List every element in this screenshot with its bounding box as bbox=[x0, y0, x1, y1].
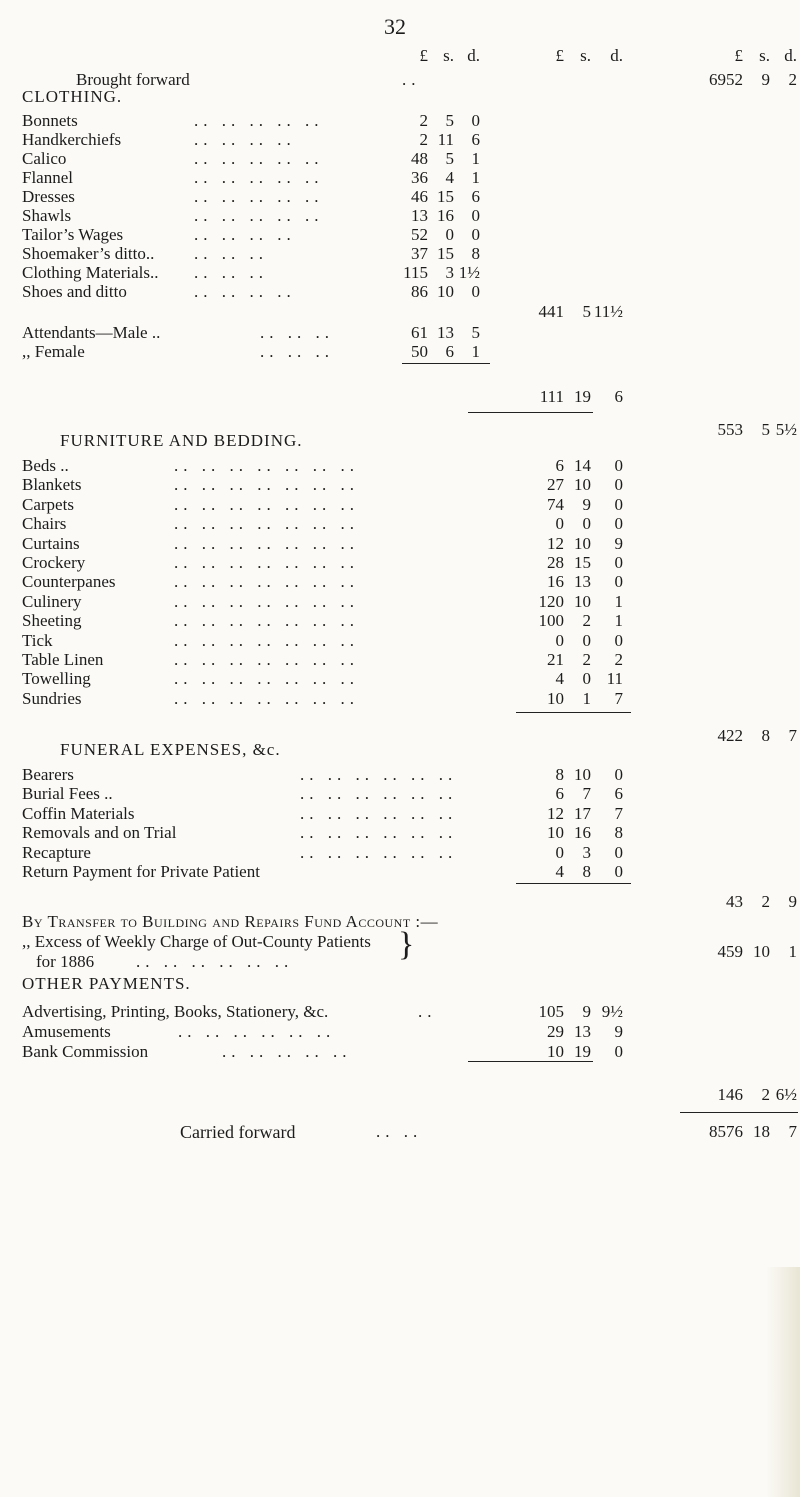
transfer-amount-shillings: 10 bbox=[753, 942, 770, 961]
attendant-amount-pounds: 50 bbox=[411, 342, 428, 361]
furniture-item-amount-pence: 7 bbox=[614, 688, 623, 708]
funeral-item-amount-pence: 6 bbox=[614, 784, 623, 804]
transfer-line-3: for 1886 bbox=[36, 952, 95, 971]
clothing-item-label: Bonnets bbox=[22, 111, 78, 130]
attendant-amount-pence: 1 bbox=[471, 342, 480, 361]
clothing-item-label: Calico bbox=[22, 149, 67, 168]
attendant-label: Attendants—Male .. bbox=[22, 323, 161, 342]
clothing-item-amount-shillings: 15 bbox=[437, 187, 454, 206]
furniture-item-dots: .. .. .. .. .. .. .. bbox=[174, 456, 359, 475]
clothing-item-dots: .. .. .. .. bbox=[194, 282, 296, 301]
clothing-item-amount-shillings: 16 bbox=[437, 206, 454, 225]
clothing-item-amount-pounds: 86 bbox=[411, 282, 428, 301]
furniture-item-amount-pence: 0 bbox=[614, 514, 623, 534]
carried-forward-label: Carried forward bbox=[180, 1122, 296, 1142]
clothing-item-dots: .. .. .. bbox=[194, 244, 268, 263]
furniture-item-amount-pounds: 120 bbox=[538, 591, 564, 611]
other-item-label: Advertising, Printing, Books, Stationery, &c. bbox=[22, 1002, 329, 1021]
furniture-item-dots: .. .. .. .. .. .. .. bbox=[174, 630, 359, 650]
furniture-item-amount-shillings: 10 bbox=[574, 591, 591, 611]
other-total-pounds: 146 bbox=[717, 1085, 743, 1104]
furniture-item-amount-pence: 0 bbox=[614, 553, 623, 572]
other-item-label: Bank Commission bbox=[22, 1042, 149, 1061]
funeral-total-pounds: 43 bbox=[726, 892, 743, 911]
funeral-item-label: Return Payment for Private Patient bbox=[22, 862, 260, 881]
other-item-dots: .. bbox=[418, 1002, 437, 1021]
furniture-item-amount-pence: 1 bbox=[614, 611, 623, 631]
furniture-item-dots: .. .. .. .. .. .. .. bbox=[174, 514, 359, 534]
clothing-subtotal-pounds: 441 bbox=[538, 302, 564, 321]
furniture-item-amount-pence: 0 bbox=[614, 630, 623, 650]
funeral-item-amount-shillings: 16 bbox=[574, 823, 591, 843]
clothing-item-amount-pence: 0 bbox=[471, 111, 480, 130]
other-item-dots: .. .. .. .. .. .. bbox=[178, 1022, 336, 1041]
furniture-item-amount-shillings: 13 bbox=[574, 572, 591, 592]
funeral-item-amount-pence: 0 bbox=[614, 765, 623, 784]
clothing-item-dots: .. .. .. .. bbox=[194, 225, 296, 244]
furniture-rule bbox=[516, 712, 631, 713]
furniture-item-amount-pence: 2 bbox=[614, 650, 623, 669]
clothing-item-amount-shillings: 5 bbox=[445, 149, 454, 168]
funeral-item-amount-shillings: 17 bbox=[574, 803, 591, 823]
clothing-item-amount-shillings: 15 bbox=[437, 244, 454, 263]
other-heading: OTHER PAYMENTS. bbox=[22, 974, 191, 993]
attendant-amount-shillings: 13 bbox=[437, 323, 454, 342]
carried-forward-total-pounds: 8576 bbox=[709, 1122, 743, 1141]
furniture-item-label: Sheeting bbox=[22, 611, 82, 631]
furniture-item-amount-pounds: 27 bbox=[547, 475, 564, 495]
attendant-amount-pence: 5 bbox=[471, 323, 480, 342]
funeral-item-dots: .. .. .. .. .. .. bbox=[300, 784, 458, 804]
funeral-item-amount-pounds: 6 bbox=[555, 784, 564, 804]
clothing-item-amount-pence: 6 bbox=[471, 187, 480, 206]
clothing-item-amount-shillings: 4 bbox=[445, 168, 454, 187]
furniture-item-amount-shillings: 14 bbox=[574, 456, 591, 475]
clothing-item-dots: .. .. .. .. .. bbox=[194, 149, 324, 168]
clothing-subtotal-shillings: 5 bbox=[582, 302, 591, 321]
column-header-c2-shillings-symbol: s. bbox=[580, 46, 591, 65]
transfer-line-1: By Transfer to Building and Repairs Fund Account :— bbox=[22, 912, 439, 931]
clothing-item-amount-shillings: 5 bbox=[445, 111, 454, 130]
clothing-item-amount-pence: 8 bbox=[471, 244, 480, 263]
carried-forward-total-shillings: 18 bbox=[753, 1122, 770, 1141]
brought-forward-total-shillings: 9 bbox=[761, 70, 770, 89]
furniture-item-amount-pounds: 12 bbox=[547, 533, 564, 553]
funeral-item-label: Removals and on Trial bbox=[22, 823, 177, 843]
funeral-item-amount-pence: 8 bbox=[614, 823, 623, 843]
clothing-item-amount-pence: 0 bbox=[471, 225, 480, 244]
furniture-item-amount-pence: 0 bbox=[614, 456, 623, 475]
furniture-item-amount-shillings: 9 bbox=[582, 494, 591, 514]
clothing-heading: CLOTHING. bbox=[22, 87, 123, 106]
furniture-item-amount-pence: 0 bbox=[614, 572, 623, 592]
furniture-item-amount-shillings: 2 bbox=[582, 611, 591, 631]
furniture-item-amount-pence: 0 bbox=[614, 494, 623, 514]
funeral-item-dots: .. .. .. .. .. .. bbox=[300, 823, 458, 843]
clothing-item-amount-pence: 1 bbox=[471, 149, 480, 168]
other-item-amount-pounds: 10 bbox=[547, 1042, 564, 1061]
furniture-item-dots: .. .. .. .. .. .. .. bbox=[174, 494, 359, 514]
clothing-item-amount-pence: 6 bbox=[471, 130, 480, 149]
transfer-line-2: ,, Excess of Weekly Charge of Out-County Patients bbox=[22, 932, 371, 951]
funeral-item-label: Bearers bbox=[22, 765, 74, 784]
clothing-item-amount-shillings: 11 bbox=[437, 130, 454, 149]
funeral-item-amount-pounds: 10 bbox=[547, 823, 564, 843]
clothing-item-amount-pounds: 115 bbox=[403, 263, 428, 282]
furniture-item-amount-shillings: 10 bbox=[574, 533, 591, 553]
furniture-item-dots: .. .. .. .. .. .. .. bbox=[174, 572, 359, 592]
other-item-amount-pence: 0 bbox=[614, 1042, 623, 1061]
attendants-subtotal-pounds: 111 bbox=[539, 387, 564, 406]
carried-forward-total-pence: 7 bbox=[788, 1122, 797, 1141]
carried-forward-dots: .. .. bbox=[376, 1122, 423, 1141]
clothing-item-label: Shoes and ditto bbox=[22, 282, 127, 301]
furniture-item-label: Sundries bbox=[22, 688, 82, 708]
furniture-item-amount-pounds: 16 bbox=[547, 572, 564, 592]
furniture-item-label: Beds .. bbox=[22, 456, 69, 475]
other-item-amount-pounds: 105 bbox=[538, 1002, 564, 1021]
furniture-item-amount-shillings: 15 bbox=[574, 553, 591, 572]
furniture-item-amount-pence: 1 bbox=[614, 591, 623, 611]
furniture-item-label: Carpets bbox=[22, 494, 74, 514]
column-header-c3-pence-symbol: d. bbox=[784, 46, 797, 65]
clothing-item-amount-shillings: 3 bbox=[445, 263, 454, 282]
furniture-item-dots: .. .. .. .. .. .. .. bbox=[174, 553, 359, 572]
furniture-item-amount-shillings: 1 bbox=[582, 688, 591, 708]
clothing-item-amount-shillings: 10 bbox=[437, 282, 454, 301]
column-header-c2-pence-symbol: d. bbox=[610, 46, 623, 65]
clothing-item-label: Shoemaker’s ditto.. bbox=[22, 244, 155, 263]
funeral-item-amount-pounds: 0 bbox=[555, 842, 564, 862]
furniture-total-pence: 7 bbox=[788, 726, 797, 745]
funeral-item-amount-pence: 7 bbox=[614, 803, 623, 823]
clothing-item-amount-pence: 0 bbox=[471, 206, 480, 225]
transfer-dots: .. .. .. .. .. .. bbox=[136, 952, 294, 971]
furniture-item-amount-pounds: 0 bbox=[555, 630, 564, 650]
clothing-item-amount-pounds: 2 bbox=[419, 130, 428, 149]
furniture-item-amount-pounds: 74 bbox=[547, 494, 564, 514]
clothing-item-label: Flannel bbox=[22, 168, 73, 187]
brought-forward-dots: .. bbox=[402, 70, 421, 89]
funeral-item-amount-pence: 0 bbox=[614, 862, 623, 881]
clothing-item-amount-pounds: 48 bbox=[411, 149, 428, 168]
clothing-item-label: Shawls bbox=[22, 206, 72, 225]
attendant-amount-shillings: 6 bbox=[445, 342, 454, 361]
funeral-total-shillings: 2 bbox=[761, 892, 770, 911]
furniture-item-label: Tick bbox=[22, 630, 53, 650]
furniture-item-label: Blankets bbox=[22, 475, 82, 495]
clothing-item-label: Tailor’s Wages bbox=[22, 225, 124, 244]
clothing-item-amount-pounds: 37 bbox=[411, 244, 428, 263]
attendant-dots: .. .. .. bbox=[260, 342, 334, 361]
furniture-item-amount-pounds: 28 bbox=[547, 553, 564, 572]
furniture-item-label: Crockery bbox=[22, 553, 86, 572]
clothing-item-label: Handkerchiefs bbox=[22, 130, 122, 149]
funeral-rule bbox=[516, 883, 631, 884]
transfer-brace: } bbox=[398, 926, 415, 963]
furniture-item-amount-pounds: 0 bbox=[555, 514, 564, 534]
furniture-item-amount-pounds: 6 bbox=[555, 456, 564, 475]
furniture-item-dots: .. .. .. .. .. .. .. bbox=[174, 688, 359, 708]
other-rule bbox=[468, 1061, 593, 1062]
furniture-item-amount-shillings: 10 bbox=[574, 475, 591, 495]
funeral-total-pence: 9 bbox=[788, 892, 797, 911]
furniture-item-amount-shillings: 0 bbox=[582, 514, 591, 534]
furniture-item-amount-pence: 0 bbox=[614, 475, 623, 495]
funeral-item-amount-shillings: 10 bbox=[574, 765, 591, 784]
furniture-item-dots: .. .. .. .. .. .. .. bbox=[174, 650, 359, 669]
other-item-dots: .. .. .. .. .. bbox=[222, 1042, 352, 1061]
funeral-item-amount-pence: 0 bbox=[614, 842, 623, 862]
clothing-item-amount-pounds: 36 bbox=[411, 168, 428, 187]
column-header-c1-pound-sign: £ bbox=[419, 46, 428, 65]
furniture-item-amount-pounds: 100 bbox=[538, 611, 564, 631]
furniture-item-amount-pounds: 10 bbox=[547, 688, 564, 708]
clothing-item-dots: .. .. .. .. .. bbox=[194, 168, 324, 187]
clothing-item-dots: .. .. .. .. .. bbox=[194, 187, 324, 206]
furniture-item-amount-pounds: 21 bbox=[547, 650, 564, 669]
furniture-item-amount-pounds: 4 bbox=[555, 669, 564, 689]
clothing-item-dots: .. .. .. bbox=[194, 263, 268, 282]
other-item-amount-pounds: 29 bbox=[547, 1022, 564, 1041]
other-total-shillings: 2 bbox=[761, 1085, 770, 1104]
column-header-c2-pound-sign: £ bbox=[555, 46, 564, 65]
other-item-amount-shillings: 13 bbox=[574, 1022, 591, 1041]
other-item-amount-pence: 9 bbox=[614, 1022, 623, 1041]
other-item-amount-pence: 9½ bbox=[601, 1002, 623, 1021]
furniture-item-label: Counterpanes bbox=[22, 572, 116, 592]
clothing-item-amount-pence: 0 bbox=[471, 282, 480, 301]
funeral-item-amount-pounds: 4 bbox=[555, 862, 564, 881]
column-header-c1-pence-symbol: d. bbox=[467, 46, 480, 65]
furniture-item-amount-pence: 11 bbox=[606, 669, 623, 689]
brought-forward-total-pounds: 6952 bbox=[709, 70, 743, 89]
column-header-c3-shillings-symbol: s. bbox=[759, 46, 770, 65]
furniture-item-label: Towelling bbox=[22, 669, 91, 689]
furniture-item-dots: .. .. .. .. .. .. .. bbox=[174, 669, 359, 689]
brought-forward-label: Brought forward bbox=[76, 70, 190, 89]
clothing-subtotal-pence: 11½ bbox=[593, 302, 623, 321]
furniture-item-amount-shillings: 0 bbox=[582, 630, 591, 650]
clothing-section-total-pounds: 553 bbox=[717, 420, 743, 439]
furniture-item-label: Table Linen bbox=[22, 650, 104, 669]
funeral-item-amount-pounds: 12 bbox=[547, 803, 564, 823]
furniture-item-amount-shillings: 0 bbox=[582, 669, 591, 689]
other-total-pence: 6½ bbox=[775, 1085, 797, 1104]
attendant-dots: .. .. .. bbox=[260, 323, 334, 342]
clothing-item-dots: .. .. .. .. .. bbox=[194, 206, 324, 225]
page-number: 32 bbox=[384, 14, 406, 39]
transfer-amount-pence: 1 bbox=[788, 942, 797, 961]
clothing-item-amount-pounds: 2 bbox=[419, 111, 428, 130]
clothing-item-label: Dresses bbox=[22, 187, 75, 206]
clothing-item-label: Clothing Materials.. bbox=[22, 263, 159, 282]
attendants-subtotal-pence: 6 bbox=[614, 387, 623, 406]
transfer-amount-pounds: 459 bbox=[717, 942, 743, 961]
attendants-subtotal-shillings: 19 bbox=[574, 387, 591, 406]
funeral-item-dots: .. .. .. .. .. .. bbox=[300, 842, 458, 862]
funeral-item-label: Recapture bbox=[22, 842, 91, 862]
furniture-item-label: Curtains bbox=[22, 533, 80, 553]
funeral-item-dots: .. .. .. .. .. .. bbox=[300, 803, 458, 823]
funeral-heading: FUNERAL EXPENSES, &c. bbox=[60, 740, 281, 759]
funeral-item-amount-pounds: 8 bbox=[555, 765, 564, 784]
clothing-item-amount-pence: 1 bbox=[471, 168, 480, 187]
funeral-item-amount-shillings: 3 bbox=[582, 842, 591, 862]
attendant-amount-pounds: 61 bbox=[411, 323, 428, 342]
clothing-item-dots: .. .. .. .. .. bbox=[194, 111, 324, 130]
other-item-amount-shillings: 9 bbox=[582, 1002, 591, 1021]
clothing-item-amount-pounds: 46 bbox=[411, 187, 428, 206]
clothing-section-rule bbox=[468, 412, 593, 413]
funeral-item-label: Burial Fees .. bbox=[22, 784, 113, 804]
furniture-item-dots: .. .. .. .. .. .. .. bbox=[174, 611, 359, 631]
clothing-item-amount-pence: 1½ bbox=[458, 263, 480, 282]
funeral-item-label: Coffin Materials bbox=[22, 803, 135, 823]
furniture-item-label: Chairs bbox=[22, 514, 67, 534]
attendant-label: ,, Female bbox=[22, 342, 85, 361]
funeral-item-amount-shillings: 7 bbox=[582, 784, 591, 804]
final-rule bbox=[680, 1112, 798, 1113]
clothing-section-total-pence: 5½ bbox=[775, 420, 797, 439]
furniture-heading: FURNITURE AND BEDDING. bbox=[60, 431, 303, 450]
furniture-item-dots: .. .. .. .. .. .. .. bbox=[174, 591, 359, 611]
furniture-item-amount-shillings: 2 bbox=[582, 650, 591, 669]
furniture-item-dots: .. .. .. .. .. .. .. bbox=[174, 475, 359, 495]
furniture-item-amount-pence: 9 bbox=[614, 533, 623, 553]
clothing-item-amount-pounds: 13 bbox=[411, 206, 428, 225]
attendants-rule bbox=[402, 363, 490, 364]
column-header-c1-shillings-symbol: s. bbox=[443, 46, 454, 65]
funeral-item-amount-shillings: 8 bbox=[582, 862, 591, 881]
other-item-label: Amusements bbox=[22, 1022, 111, 1041]
clothing-item-amount-pounds: 52 bbox=[411, 225, 428, 244]
clothing-item-dots: .. .. .. .. bbox=[194, 130, 296, 149]
furniture-item-label: Culinery bbox=[22, 591, 82, 611]
page-stain bbox=[766, 1267, 800, 1497]
other-item-amount-shillings: 19 bbox=[574, 1042, 591, 1061]
clothing-section-total-shillings: 5 bbox=[761, 420, 770, 439]
furniture-item-dots: .. .. .. .. .. .. .. bbox=[174, 533, 359, 553]
funeral-item-dots: .. .. .. .. .. .. bbox=[300, 765, 458, 784]
furniture-total-pounds: 422 bbox=[717, 726, 743, 745]
column-header-c3-pound-sign: £ bbox=[734, 46, 743, 65]
furniture-total-shillings: 8 bbox=[761, 726, 770, 745]
clothing-item-amount-shillings: 0 bbox=[445, 225, 454, 244]
brought-forward-total-pence: 2 bbox=[788, 70, 797, 89]
